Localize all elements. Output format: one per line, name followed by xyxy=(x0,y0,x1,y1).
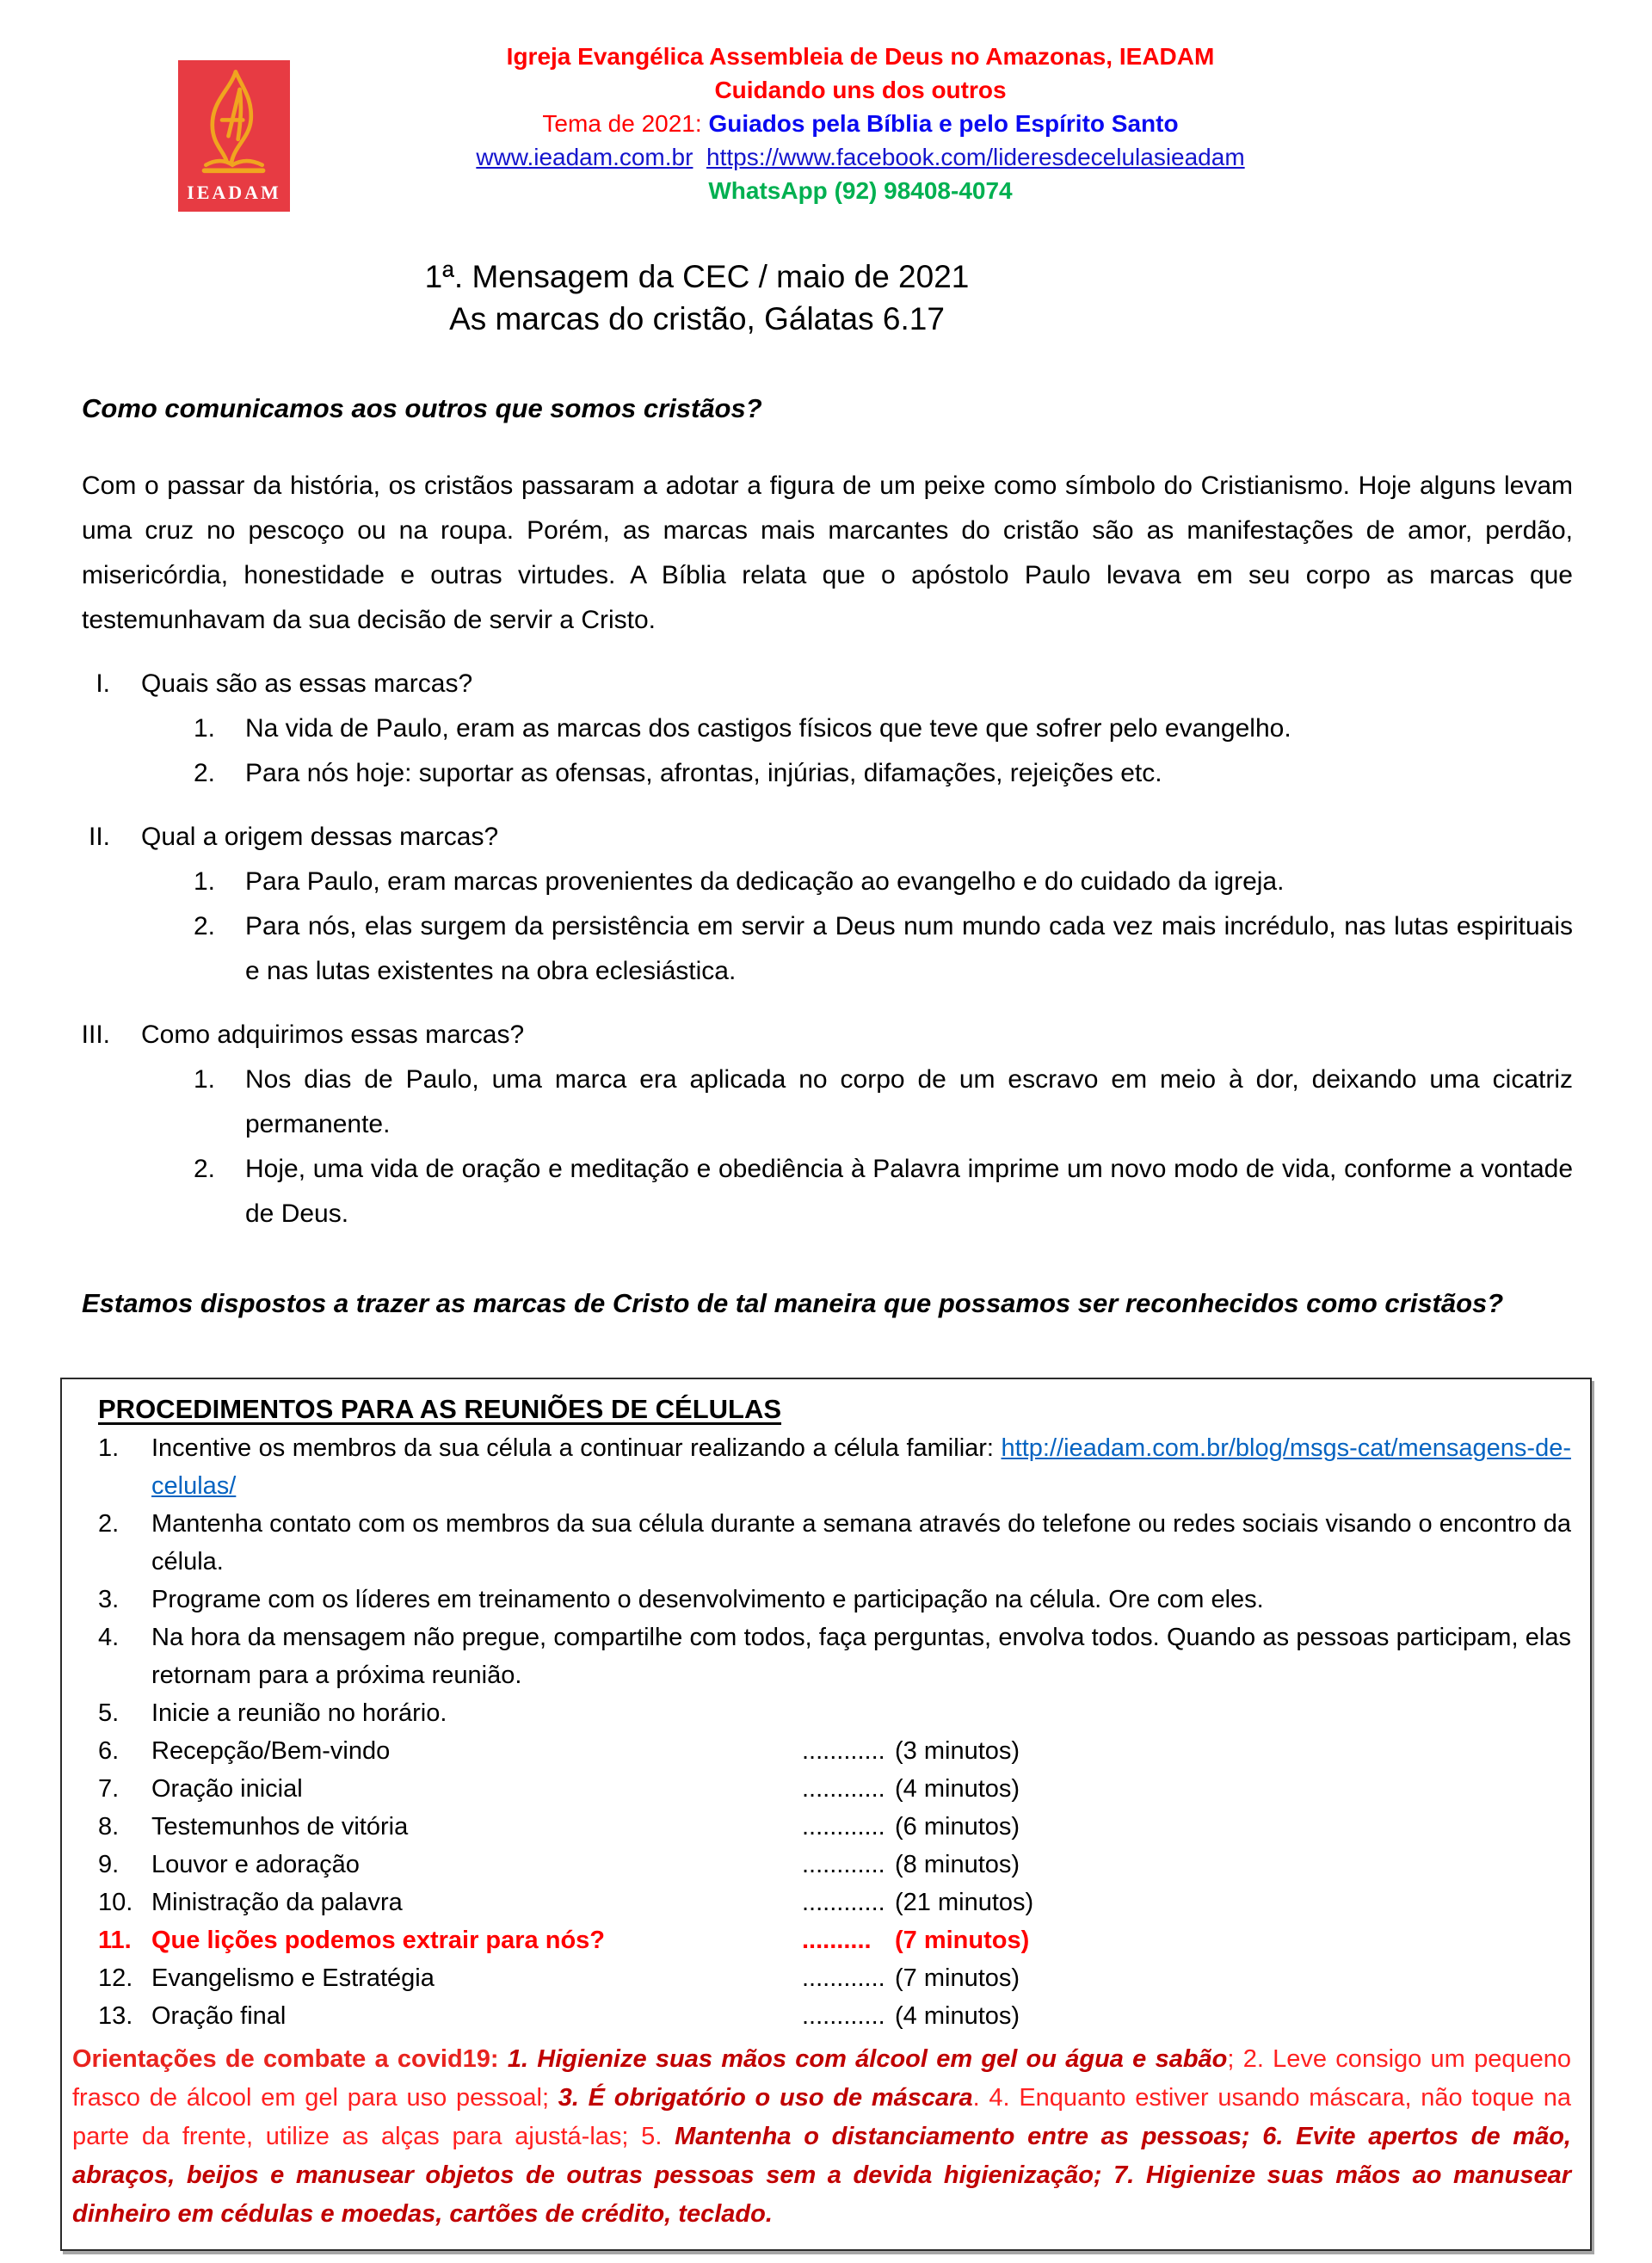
section-title: Quais são as essas marcas? xyxy=(141,669,473,698)
dot-leader: ............ xyxy=(802,1813,885,1841)
list-item xyxy=(194,706,1573,751)
procedure-item xyxy=(98,1619,1571,1694)
logo-wordmark: IEADAM xyxy=(187,182,281,203)
covid-regular-text: . 4. Enquanto estiver usando máscara, não toque na parte da frente, utilize as alças para ajustá-las; 5. xyxy=(72,2084,1571,2150)
item-text: Na hora da mensagem não pregue, compartilhe com todos, faça perguntas, envolva todos. Quando as pessoas participam, elas retornam para a próxima reunião. xyxy=(151,1624,1571,1689)
schedule-label: Oração inicial xyxy=(151,1775,303,1803)
schedule-item xyxy=(98,1959,1571,1997)
schedule-item xyxy=(98,1808,1571,1846)
list-item xyxy=(194,1147,1573,1236)
section-heading xyxy=(52,815,1573,860)
slogan-line: Cuidando uns dos outros xyxy=(714,77,1007,103)
schedule-item-highlighted xyxy=(98,1921,1571,1959)
schedule-label: Testemunhos de vitória xyxy=(151,1813,409,1841)
dot-leader: ............ xyxy=(802,1889,885,1916)
item-text: Nos dias de Paulo, uma marca era aplicada no corpo de um escravo em meio à dor, deixando uma cicatriz permanente. xyxy=(245,1065,1573,1138)
section-1 xyxy=(0,662,1573,796)
covid-emphasis-text: 1. Higienize suas mãos com álcool em gel ou água e sabão xyxy=(507,2045,1228,2073)
dot-leader: ............ xyxy=(802,1964,885,1992)
item-number: 2. xyxy=(194,912,216,940)
closing-question: Estamos dispostos a trazer as marcas de Cristo de tal maneira que possamos ser reconhecidos como cristãos? xyxy=(82,1288,1504,1318)
covid-lead-text: Orientações de combate a covid19: xyxy=(72,2045,508,2073)
theme-prefix: Tema de 2021: xyxy=(542,110,709,137)
intro-paragraph: Com o passar da história, os cristãos passaram a adotar a figura de um peixe como símbolo do Cristianismo. Hoje alguns levam uma cruz no pescoço ou na roupa. Porém, as marcas mais marcantes do cristão são as manifestações de amor, perdão, misericórdia, honestidade e outras virtudes. A Bíblia relata que o apóstolo Paulo levava em seu corpo as marcas que testemunhavam da sua decisão de servir a Cristo. xyxy=(82,472,1573,634)
title-line-1: 1ª. Mensagem da CEC / maio de 2021 xyxy=(424,259,970,294)
theme-line xyxy=(224,107,1497,140)
covid-emphasis-text: Mantenha o distanciamento entre as pessoas; 6. Evite apertos de mão, abraços, beijos e manusear objetos de outras pessoas sem a devida higienização; 7. Higienize suas mãos ao manusear dinheiro em cédulas e moedas, cartões de crédito, teclado. xyxy=(72,2123,1571,2228)
item-number: 2. xyxy=(194,1155,216,1183)
covid-regular-text: ; 2. Leve consigo um pequeno frasco de álcool em gel para uso pessoal; xyxy=(72,2045,1571,2112)
dot-leader: .......... xyxy=(802,1927,872,1954)
covid-guidelines xyxy=(72,2040,1571,2234)
theme-text: Guiados pela Bíblia e pelo Espírito Santo xyxy=(708,110,1179,137)
section-numeral: I. xyxy=(96,669,110,698)
item-text: Mantenha contato com os membros da sua célula durante a semana através do telefone ou redes sociais visando o encontro da célula. xyxy=(151,1510,1571,1575)
schedule-duration: (7 minutos) xyxy=(895,1964,1020,1992)
schedule-label: Que lições podemos extrair para nós? xyxy=(151,1927,605,1954)
section-heading xyxy=(52,1013,1573,1058)
item-number: 13. xyxy=(98,2002,133,2030)
schedule-duration: (7 minutos) xyxy=(895,1927,1030,1954)
item-number: 1. xyxy=(194,867,216,896)
cell-messages-link[interactable]: http://ieadam.com.br/blog/msgs-cat/mensagens-de-celulas/ xyxy=(151,1434,1571,1500)
dot-leader: ............ xyxy=(802,1775,885,1803)
procedure-item xyxy=(98,1694,1571,1732)
schedule-item xyxy=(98,1884,1571,1921)
schedule-duration: (3 minutos) xyxy=(895,1737,1020,1765)
list-item xyxy=(194,751,1573,796)
letterhead xyxy=(224,0,1497,207)
item-text: Inicie a reunião no horário. xyxy=(151,1699,447,1727)
dot-leader: ............ xyxy=(802,2002,885,2030)
list-item xyxy=(194,860,1573,904)
schedule-label: Ministração da palavra xyxy=(151,1889,403,1916)
ieadam-logo xyxy=(178,60,290,212)
schedule-duration: (4 minutos) xyxy=(895,1775,1020,1803)
item-number: 4. xyxy=(98,1624,120,1651)
item-text: Para nós hoje: suportar as ofensas, afrontas, injúrias, difamações, rejeições etc. xyxy=(245,759,1162,787)
schedule-duration: (4 minutos) xyxy=(895,2002,1020,2030)
section-title: Como adquirimos essas marcas? xyxy=(141,1021,525,1049)
section-2 xyxy=(0,815,1573,994)
schedule-duration: (21 minutos) xyxy=(895,1889,1034,1916)
section-heading xyxy=(52,662,1573,706)
item-text: Hoje, uma vida de oração e meditação e obediência à Palavra imprime um novo modo de vida, conforme a vontade de Deus. xyxy=(245,1155,1573,1228)
item-number: 1. xyxy=(98,1434,120,1462)
schedule-item xyxy=(98,1846,1571,1884)
item-text: Programe com os líderes em treinamento o desenvolvimento e participação na célula. Ore com eles. xyxy=(151,1586,1264,1613)
section-title: Qual a origem dessas marcas? xyxy=(141,823,499,851)
section-numeral: III. xyxy=(81,1021,110,1049)
covid-emphasis-text: 3. É obrigatório o uso de máscara xyxy=(558,2084,973,2112)
item-number: 1. xyxy=(194,1065,216,1094)
dot-leader: ............ xyxy=(802,1737,885,1765)
schedule-duration: (8 minutos) xyxy=(895,1851,1020,1878)
item-text: Para nós, elas surgem da persistência em servir a Deus num mundo cada vez mais incrédulo, nas lutas espirituais e nas lutas existentes na obra eclesiástica. xyxy=(245,912,1573,985)
outline-sections xyxy=(0,662,1573,1236)
item-text xyxy=(151,1429,1571,1505)
item-number: 8. xyxy=(98,1813,120,1841)
org-name-line: Igreja Evangélica Assembleia de Deus no Amazonas, IEADAM xyxy=(506,43,1215,70)
item-number: 12. xyxy=(98,1964,133,1992)
item-text: Para Paulo, eram marcas provenientes da dedicação ao evangelho e do cuidado da igreja. xyxy=(245,867,1285,896)
item-text-part: Incentive os membros da sua célula a continuar realizando a célula familiar: xyxy=(151,1434,1002,1462)
schedule-item xyxy=(98,1732,1571,1770)
procedure-item xyxy=(98,1429,1571,1505)
item-number: 2. xyxy=(194,759,216,787)
dot-leader: ............ xyxy=(802,1851,885,1878)
list-item xyxy=(194,1058,1573,1147)
links-line xyxy=(224,140,1497,174)
item-number: 7. xyxy=(98,1775,120,1803)
item-number: 2. xyxy=(98,1510,120,1538)
item-number: 5. xyxy=(98,1699,120,1727)
item-number: 9. xyxy=(98,1851,120,1878)
item-number: 3. xyxy=(98,1586,120,1613)
website-link[interactable]: www.ieadam.com.br xyxy=(476,144,693,170)
item-number: 11. xyxy=(98,1927,132,1954)
schedule-label: Recepção/Bem-vindo xyxy=(151,1737,391,1765)
item-number: 10. xyxy=(98,1889,133,1916)
schedule-label: Evangelismo e Estratégia xyxy=(151,1964,435,1992)
procedure-item xyxy=(98,1581,1571,1619)
schedule-item xyxy=(98,1770,1571,1808)
schedule-item xyxy=(98,1997,1571,2035)
procedure-item xyxy=(98,1505,1571,1581)
procedures-box-title: PROCEDIMENTOS PARA AS REUNIÕES DE CÉLULAS xyxy=(98,1394,782,1424)
whatsapp-line: WhatsApp (92) 98408-4074 xyxy=(708,177,1013,204)
document-title xyxy=(82,256,1312,340)
schedule-duration: (6 minutos) xyxy=(895,1813,1020,1841)
opening-question: Como comunicamos aos outros que somos cristãos? xyxy=(82,393,762,423)
facebook-link[interactable]: https://www.facebook.com/lideresdecelulasieadam xyxy=(706,144,1245,170)
section-numeral: II. xyxy=(88,823,110,851)
procedures-box xyxy=(60,1378,1592,2251)
item-number: 1. xyxy=(194,714,216,743)
title-line-2: As marcas do cristão, Gálatas 6.17 xyxy=(449,301,945,336)
flame-over-book-icon xyxy=(178,65,290,186)
item-number: 6. xyxy=(98,1737,120,1765)
item-text: Na vida de Paulo, eram as marcas dos castigos físicos que teve que sofrer pelo evangelho. xyxy=(245,714,1291,743)
schedule-label: Oração final xyxy=(151,2002,287,2030)
schedule-label: Louvor e adoração xyxy=(151,1851,360,1878)
list-item xyxy=(194,904,1573,994)
section-3 xyxy=(0,1013,1573,1236)
